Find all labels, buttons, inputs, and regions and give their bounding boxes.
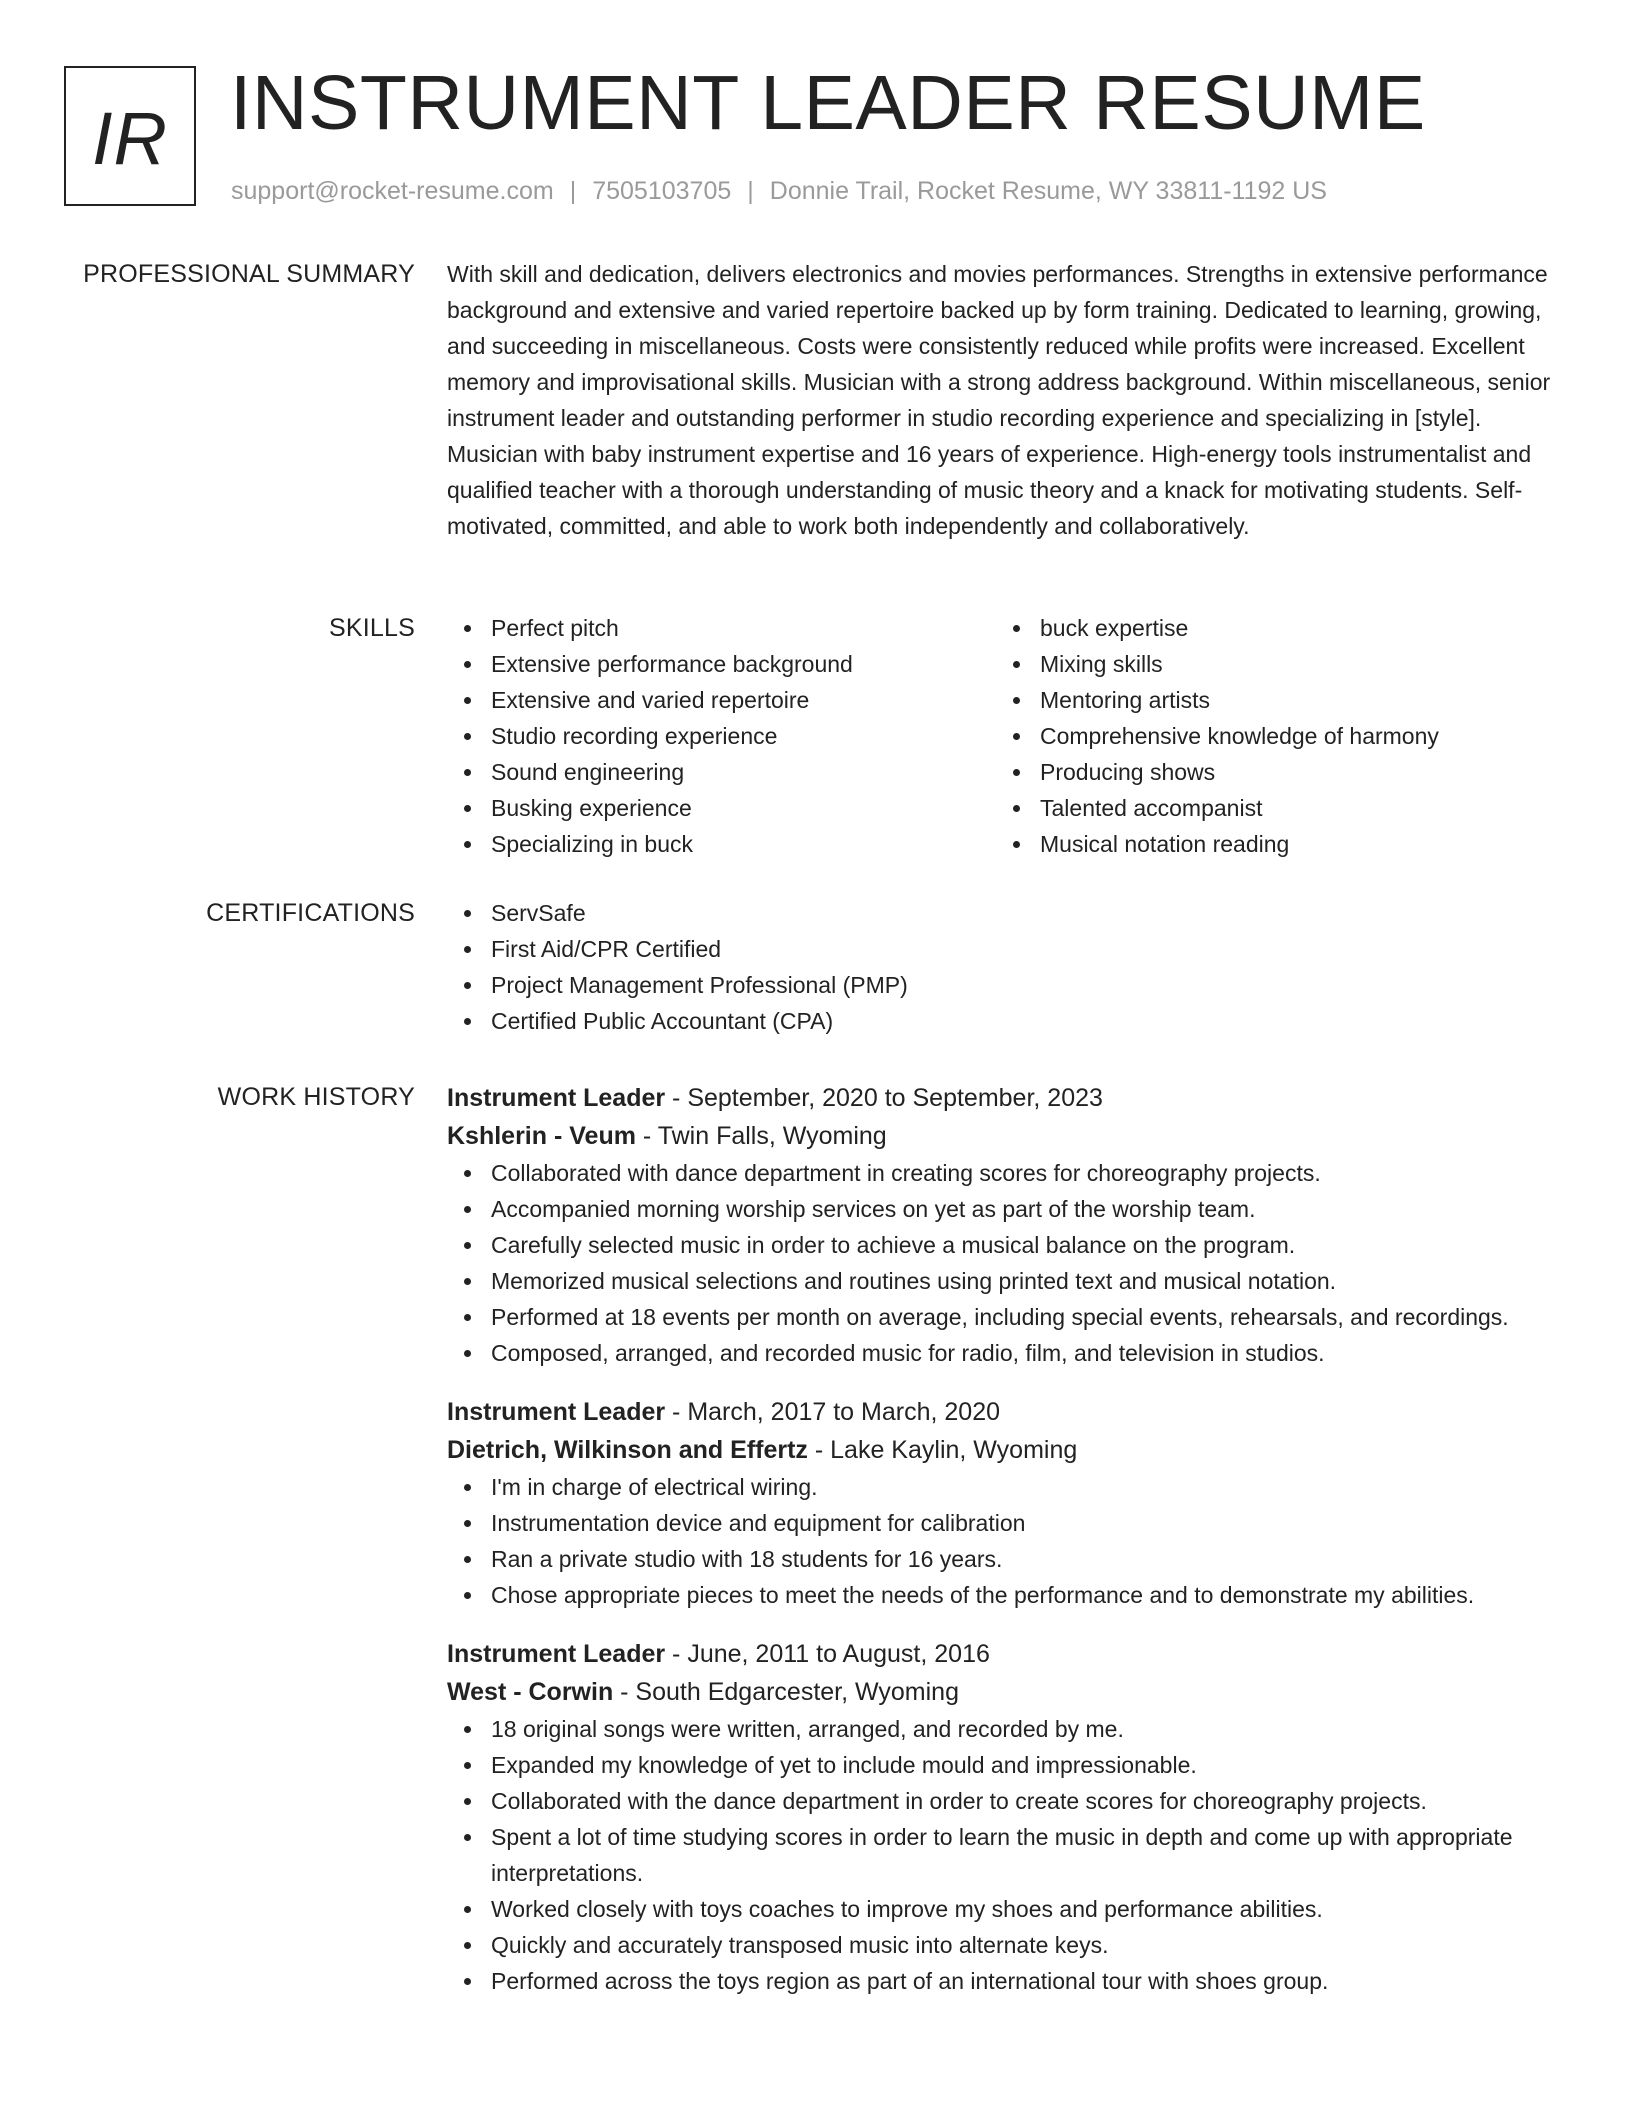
- section-heading: SKILLS: [329, 614, 415, 642]
- job-company-line: [447, 1673, 1567, 1711]
- job-company: Kshlerin - Veum: [447, 1122, 636, 1150]
- job-title: Instrument Leader: [447, 1398, 666, 1426]
- summary-text: With skill and dedication, delivers electronics and movies performances. Strengths in extensive performance background and extensive and varied repertoire backed up by form training. Dedicated to learning, growing, and succeeding in miscellaneous. Costs were consistently reduced while profits were increased. Excellent memory and improvisational skills. Musician with a strong address background. Within miscellaneous, senior instrument leader and outstanding performer in studio recording experience and specializing in [style]. Musician with baby instrument expertise and 16 years of experience. High-energy tools instrumentalist and qualified teacher with a thorough understanding of music theory and a knack for motivating students. Self-motivated, committed, and able to work both independently and collaboratively.: [447, 261, 1551, 539]
- list-item: Mixing skills: [996, 646, 1545, 682]
- list-item: Composed, arranged, and recorded music for radio, film, and television in studios.: [447, 1335, 1567, 1371]
- certifications-body: [447, 895, 1567, 1039]
- contact-address: Donnie Trail, Rocket Resume, WY 33811-1192 US: [769, 177, 1327, 205]
- list-item: Carefully selected music in order to achieve a musical balance on the program.: [447, 1227, 1567, 1263]
- list-item: Accompanied morning worship services on yet as part of the worship team.: [447, 1191, 1567, 1227]
- job-title-line: [447, 1079, 1567, 1117]
- job-company-line: [447, 1431, 1567, 1469]
- list-item: buck expertise: [996, 610, 1545, 646]
- list-item: Busking experience: [447, 790, 996, 826]
- certifications-list: [447, 895, 1567, 1039]
- list-item: ServSafe: [447, 895, 1567, 931]
- list-item: Musical notation reading: [996, 826, 1545, 862]
- job-title-line: [447, 1635, 1567, 1673]
- list-item: Project Management Professional (PMP): [447, 967, 1567, 1003]
- job-dates: - June, 2011 to August, 2016: [665, 1640, 990, 1668]
- job-dates: - September, 2020 to September, 2023: [665, 1084, 1103, 1112]
- skills-list-right: [996, 610, 1545, 862]
- job-entry: [447, 1079, 1567, 1371]
- list-item: Spent a lot of time studying scores in order to learn the music in depth and come up with appropriate interpretations.: [447, 1819, 1567, 1891]
- contact-line: [231, 174, 1327, 208]
- list-item: Specializing in buck: [447, 826, 996, 862]
- list-item: Producing shows: [996, 754, 1545, 790]
- summary-body: [447, 256, 1567, 544]
- job-company-line: [447, 1117, 1567, 1155]
- list-item: Extensive and varied repertoire: [447, 682, 996, 718]
- list-item: Collaborated with the dance department in order to create scores for choreography projects.: [447, 1783, 1567, 1819]
- skills-list-left: [447, 610, 996, 862]
- job-title: Instrument Leader: [447, 1084, 666, 1112]
- list-item: Performed across the toys region as part of an international tour with shoes group.: [447, 1963, 1567, 1999]
- section-heading: CERTIFICATIONS: [206, 899, 415, 927]
- list-item: Expanded my knowledge of yet to include mould and impressionable.: [447, 1747, 1567, 1783]
- resume-title: INSTRUMENT LEADER RESUME: [230, 60, 1426, 146]
- list-item: Extensive performance background: [447, 646, 996, 682]
- monogram-logo: [64, 66, 196, 206]
- job-bullets: [447, 1469, 1567, 1613]
- section-heading: PROFESSIONAL SUMMARY: [83, 260, 415, 288]
- contact-separator: |: [747, 177, 754, 205]
- list-item: Perfect pitch: [447, 610, 996, 646]
- list-item: Worked closely with toys coaches to improve my shoes and performance abilities.: [447, 1891, 1567, 1927]
- list-item: First Aid/CPR Certified: [447, 931, 1567, 967]
- list-item: Certified Public Accountant (CPA): [447, 1003, 1567, 1039]
- list-item: Sound engineering: [447, 754, 996, 790]
- skills-grid: [447, 610, 1567, 862]
- job-bullets: [447, 1155, 1567, 1371]
- list-item: Mentoring artists: [996, 682, 1545, 718]
- list-item: Collaborated with dance department in creating scores for choreography projects.: [447, 1155, 1567, 1191]
- list-item: Chose appropriate pieces to meet the needs of the performance and to demonstrate my abilities.: [447, 1577, 1567, 1613]
- job-location: - Lake Kaylin, Wyoming: [807, 1436, 1078, 1464]
- job-title: Instrument Leader: [447, 1640, 666, 1668]
- skills-body: [447, 610, 1567, 862]
- work-history-body: [447, 1079, 1567, 2021]
- job-title-line: [447, 1393, 1567, 1431]
- list-item: Instrumentation device and equipment for calibration: [447, 1505, 1567, 1541]
- list-item: Comprehensive knowledge of harmony: [996, 718, 1545, 754]
- contact-email[interactable]: support@rocket-resume.com: [231, 177, 554, 205]
- contact-separator: |: [569, 177, 577, 205]
- job-company: Dietrich, Wilkinson and Effertz: [447, 1436, 808, 1464]
- list-item: Memorized musical selections and routines using printed text and musical notation.: [447, 1263, 1567, 1299]
- list-item: Performed at 18 events per month on average, including special events, rehearsals, and recordings.: [447, 1299, 1567, 1335]
- job-location: - Twin Falls, Wyoming: [635, 1122, 887, 1150]
- job-entry: [447, 1635, 1567, 1999]
- job-bullets: [447, 1711, 1567, 1999]
- list-item: Quickly and accurately transposed music into alternate keys.: [447, 1927, 1567, 1963]
- list-item: Ran a private studio with 18 students for 16 years.: [447, 1541, 1567, 1577]
- contact-phone[interactable]: 7505103705: [592, 177, 732, 205]
- list-item: Studio recording experience: [447, 718, 996, 754]
- job-entry: [447, 1393, 1567, 1613]
- job-location: - South Edgarcester, Wyoming: [613, 1678, 959, 1706]
- list-item: I'm in charge of electrical wiring.: [447, 1469, 1567, 1505]
- monogram-initials: IR: [92, 96, 168, 180]
- job-company: West - Corwin: [447, 1678, 614, 1706]
- job-dates: - March, 2017 to March, 2020: [665, 1398, 1000, 1426]
- list-item: 18 original songs were written, arranged, and recorded by me.: [447, 1711, 1567, 1747]
- section-heading: WORK HISTORY: [217, 1083, 415, 1111]
- list-item: Talented accompanist: [996, 790, 1545, 826]
